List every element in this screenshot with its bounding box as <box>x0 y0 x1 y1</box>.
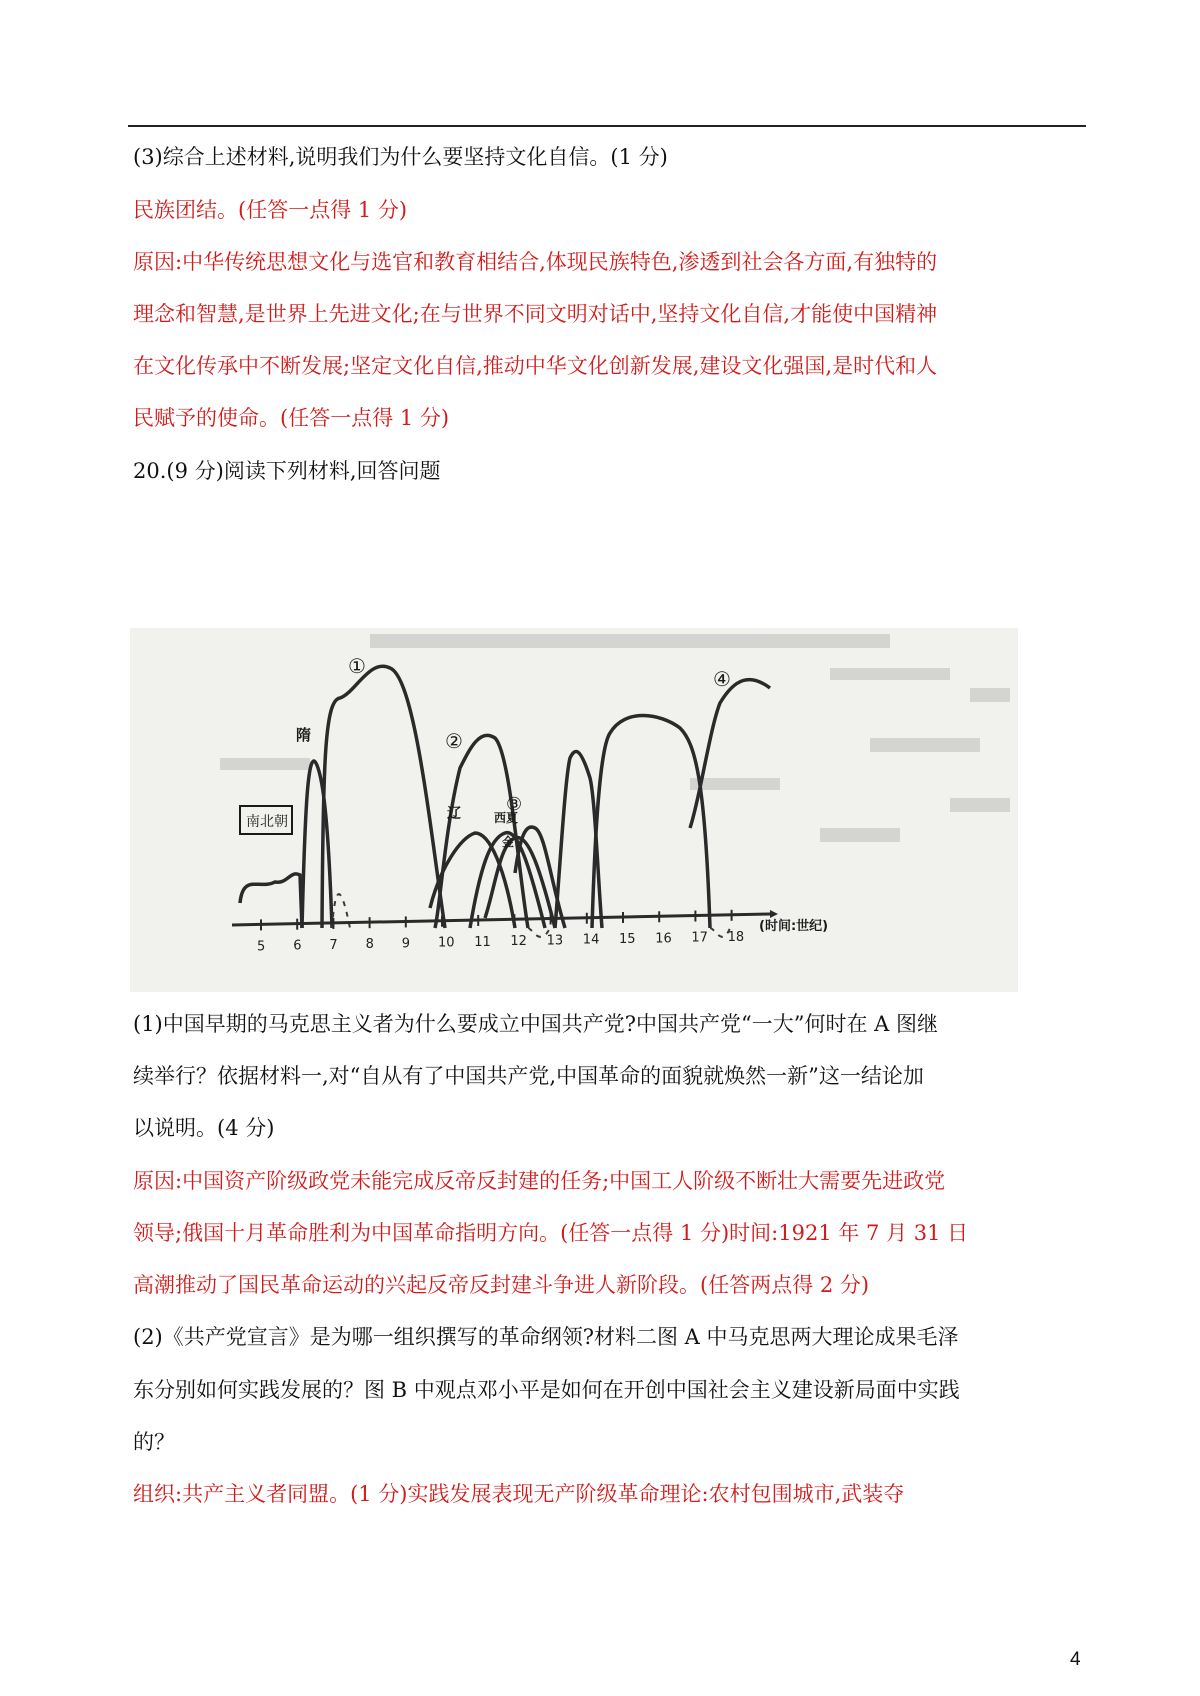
x-tick-label: 10 <box>438 935 455 951</box>
answer-line: 民族团结。(任答一点得 1 分) <box>133 198 408 222</box>
label-jin: 金 <box>502 835 515 849</box>
answer-line: 高潮推动了国民革命运动的兴起反帝反封建斗争进人新阶段。(任答两点得 2 分) <box>133 1273 870 1297</box>
question-1-line: 续举行？依据材料一,对“自从有了中国共产党,中国革命的面貌就焕然一新”这一结论加 <box>133 1064 924 1088</box>
x-axis <box>232 914 770 925</box>
answer-line: 领导;俄国十月革命胜利为中国革命指明方向。(任答一点得 1 分)时间:1921 年 7 月 31 日 <box>133 1221 969 1245</box>
x-tick-label: 5 <box>257 939 266 955</box>
answer-line: 在文化传承中不断发展;坚定文化自信,推动中华文化创新发展,建设文化强国,是时代和人 <box>133 354 938 378</box>
x-tick-label: 14 <box>582 932 600 948</box>
x-tick-label: 6 <box>293 938 302 954</box>
answer-line: 民赋予的使命。(任答一点得 1 分) <box>133 406 450 430</box>
x-tick-label: 18 <box>727 929 745 945</box>
marker-4: ④ <box>713 667 731 691</box>
answer-line: 组织:共产主义者同盟。(1 分)实践发展表现无产阶级革命理论:农村包围城市,武装夺 <box>133 1482 905 1506</box>
x-tick-label: 8 <box>365 937 374 953</box>
history-chart-svg <box>130 628 1018 992</box>
axis-title: (时间:世纪) <box>759 919 829 934</box>
label-xixia: 西夏 <box>494 811 519 825</box>
page-number: 4 <box>1070 1649 1081 1670</box>
label-nanbeichao: 南北朝 <box>246 814 288 830</box>
question-3-line: (3)综合上述材料,说明我们为什么要坚持文化自信。(1 分) <box>133 145 668 169</box>
curve-peak-1 <box>322 666 445 928</box>
curve-nanbeichao <box>240 874 302 928</box>
answer-line: 原因:中国资产阶级政党未能完成反帝反封建的任务;中国工人阶级不断壮大需要先进政党 <box>133 1169 946 1193</box>
x-tick-label: 16 <box>655 931 672 947</box>
header-rule <box>128 125 1086 127</box>
x-tick-label: 17 <box>691 930 708 946</box>
answer-line: 原因:中华传统思想文化与选官和教育相结合,体现民族特色,渗透到社会各方面,有独特的 <box>133 250 938 274</box>
x-tick-label: 9 <box>401 936 411 952</box>
question-20-heading: 20.(9 分)阅读下列材料,回答问题 <box>133 459 441 483</box>
x-tick-label: 12 <box>510 934 527 950</box>
question-2-line: 的？ <box>133 1430 175 1454</box>
marker-2: ② <box>445 729 463 753</box>
marker-3: ③ <box>506 794 523 815</box>
question-1-line: (1)中国早期的马克思主义者为什么要成立中国共产党?中国共产党“一大”何时在 A 图继 <box>133 1012 938 1036</box>
question-2-line: (2)《共产党宣言》是为哪一组织撰写的革命纲领?材料二图 A 中马克思两大理论成果毛泽 <box>133 1325 959 1349</box>
marker-1: ① <box>348 654 366 678</box>
answer-line: 理念和智慧,是世界上先进文化;在与世界不同文明对话中,坚持文化自信,才能使中国精神 <box>133 302 938 326</box>
question-1-line: 以说明。(4 分) <box>133 1116 275 1140</box>
x-tick-label: 7 <box>329 937 338 953</box>
history-chart-figure <box>130 628 1018 992</box>
curve-peak-2 <box>435 735 528 928</box>
question-2-line: 东分别如何实践发展的？图 B 中观点邓小平是如何在开创中国社会主义建设新局面中实践 <box>133 1378 960 1402</box>
axis-arrow <box>770 910 778 918</box>
x-tick-label: 15 <box>619 932 636 948</box>
label-sui: 隋 <box>296 726 312 744</box>
x-tick-label: 13 <box>546 933 564 949</box>
label-liao: 辽 <box>447 806 461 822</box>
x-tick-label: 11 <box>474 934 491 950</box>
curve-sui <box>302 761 332 928</box>
